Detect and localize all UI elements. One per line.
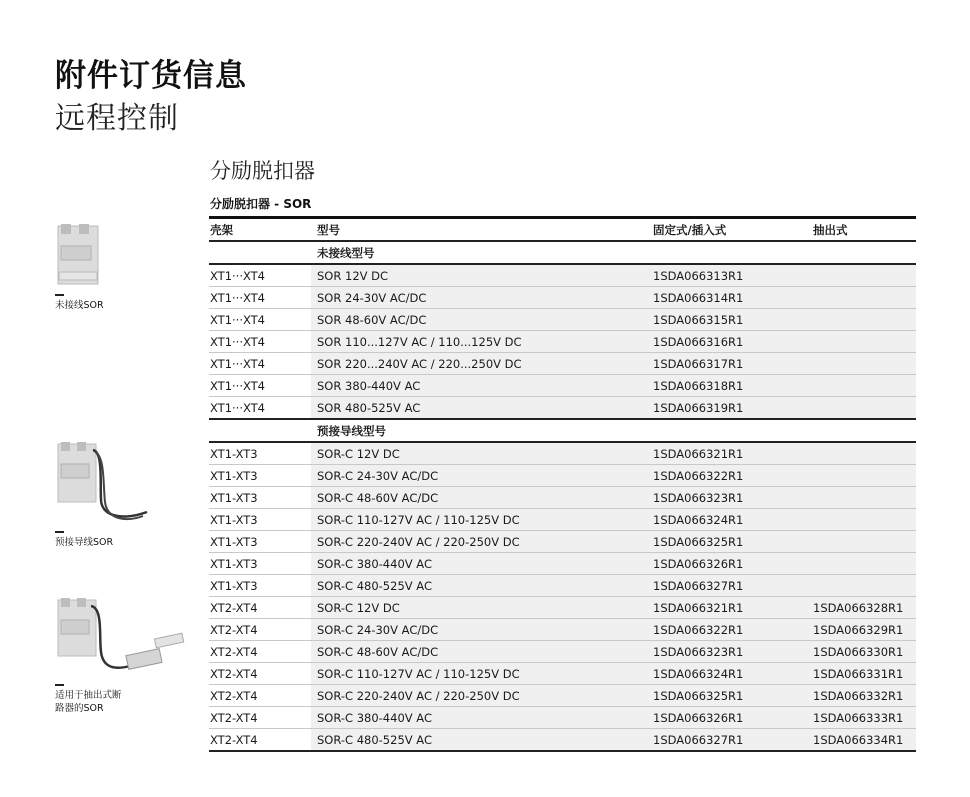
sor-ordering-table: [209, 216, 916, 752]
group-prewired-rows: [209, 442, 916, 751]
cell-model: SOR-C 480-525V AC: [311, 575, 647, 597]
cell-model: SOR 110...127V AC / 110...125V DC: [311, 331, 647, 353]
cell-fixed-plugin-code: 1SDA066325R1: [647, 685, 807, 707]
caption-dash: [55, 684, 64, 686]
table-row: [209, 331, 916, 353]
cell-model: SOR-C 12V DC: [311, 597, 647, 619]
cell-frame: XT1-XT3: [209, 465, 311, 487]
cell-fixed-plugin-code: 1SDA066321R1: [647, 442, 807, 465]
cell-model: SOR 480-525V AC: [311, 397, 647, 420]
cell-model: SOR-C 48-60V AC/DC: [311, 641, 647, 663]
cell-fixed-plugin-code: 1SDA066319R1: [647, 397, 807, 420]
page-subtitle: 远程控制: [55, 101, 179, 136]
cell-model: SOR 24-30V AC/DC: [311, 287, 647, 309]
figure-sor-unwired: [55, 222, 155, 312]
cell-frame: XT1···XT4: [209, 264, 311, 287]
cell-fixed-plugin-code: 1SDA066327R1: [647, 575, 807, 597]
cell-frame: XT1···XT4: [209, 287, 311, 309]
figure-caption: [55, 689, 155, 715]
cell-withdrawable-code: [807, 397, 916, 420]
cell-withdrawable-code: [807, 531, 916, 553]
cell-withdrawable-code: [807, 509, 916, 531]
cell-frame: XT1-XT3: [209, 442, 311, 465]
cell-fixed-plugin-code: 1SDA066326R1: [647, 553, 807, 575]
table-row: [209, 309, 916, 331]
cell-withdrawable-code: [807, 375, 916, 397]
cell-withdrawable-code: 1SDA066329R1: [807, 619, 916, 641]
cell-withdrawable-code: [807, 553, 916, 575]
cell-fixed-plugin-code: 1SDA066315R1: [647, 309, 807, 331]
cell-model: SOR 48-60V AC/DC: [311, 309, 647, 331]
cell-model: SOR-C 12V DC: [311, 442, 647, 465]
table-row: [209, 487, 916, 509]
cell-fixed-plugin-code: 1SDA066321R1: [647, 597, 807, 619]
sor-prewired-image: [55, 440, 155, 525]
cell-withdrawable-code: 1SDA066333R1: [807, 707, 916, 729]
cell-withdrawable-code: [807, 465, 916, 487]
cell-fixed-plugin-code: 1SDA066323R1: [647, 487, 807, 509]
table-row: [209, 575, 916, 597]
caption-dash: [55, 294, 64, 296]
cell-withdrawable-code: [807, 287, 916, 309]
cell-fixed-plugin-code: 1SDA066326R1: [647, 707, 807, 729]
table-row: [209, 597, 916, 619]
figure-caption: [55, 299, 155, 312]
cell-model: SOR-C 24-30V AC/DC: [311, 465, 647, 487]
group-row-prewired: [209, 419, 916, 442]
table-row: [209, 465, 916, 487]
table-row: [209, 663, 916, 685]
cell-fixed-plugin-code: 1SDA066322R1: [647, 619, 807, 641]
table-row: [209, 619, 916, 641]
cell-withdrawable-code: [807, 309, 916, 331]
cell-withdrawable-code: [807, 442, 916, 465]
cell-model: SOR-C 220-240V AC / 220-250V DC: [311, 685, 647, 707]
caption-line: 预接导线SOR: [55, 536, 114, 548]
cell-withdrawable-code: 1SDA066331R1: [807, 663, 916, 685]
cell-frame: XT2-XT4: [209, 641, 311, 663]
cell-model: SOR-C 220-240V AC / 220-250V DC: [311, 531, 647, 553]
table-row: [209, 375, 916, 397]
group-spacer: [209, 241, 311, 264]
table-caption: 分励脱扣器 - SOR: [210, 197, 312, 211]
cell-fixed-plugin-code: 1SDA066327R1: [647, 729, 807, 752]
table-row: [209, 553, 916, 575]
group-spacer: [209, 419, 311, 442]
cell-frame: XT2-XT4: [209, 685, 311, 707]
group-unwired-rows: [209, 264, 916, 419]
group-spacer: [807, 241, 916, 264]
cell-fixed-plugin-code: 1SDA066318R1: [647, 375, 807, 397]
cell-withdrawable-code: [807, 264, 916, 287]
group-spacer: [647, 241, 807, 264]
table-row: [209, 287, 916, 309]
cell-fixed-plugin-code: 1SDA066325R1: [647, 531, 807, 553]
cell-withdrawable-code: 1SDA066332R1: [807, 685, 916, 707]
group-spacer: [647, 419, 807, 442]
table-row: [209, 729, 916, 752]
table-row: [209, 707, 916, 729]
cell-withdrawable-code: [807, 575, 916, 597]
cell-fixed-plugin-code: 1SDA066323R1: [647, 641, 807, 663]
caption-line: 未接线SOR: [55, 299, 104, 311]
figure-sor-withdrawable: [55, 596, 155, 715]
cell-withdrawable-code: [807, 487, 916, 509]
cell-frame: XT1-XT3: [209, 531, 311, 553]
page-title: 附件订货信息: [55, 58, 247, 94]
cell-frame: XT1-XT3: [209, 575, 311, 597]
cell-model: SOR-C 480-525V AC: [311, 729, 647, 752]
cell-frame: XT1···XT4: [209, 397, 311, 420]
group-row-unwired: [209, 241, 916, 264]
table-row: [209, 531, 916, 553]
table-row: [209, 641, 916, 663]
cell-frame: XT1-XT3: [209, 553, 311, 575]
cell-fixed-plugin-code: 1SDA066313R1: [647, 264, 807, 287]
cell-model: SOR 12V DC: [311, 264, 647, 287]
group-label: 预接导线型号: [311, 419, 647, 442]
cell-fixed-plugin-code: 1SDA066316R1: [647, 331, 807, 353]
cell-frame: XT1···XT4: [209, 353, 311, 375]
header-withdrawable: 抽出式: [807, 218, 916, 242]
table-row: [209, 442, 916, 465]
section-title: 分励脱扣器: [210, 159, 315, 183]
table-row: [209, 264, 916, 287]
cell-fixed-plugin-code: 1SDA066317R1: [647, 353, 807, 375]
table-row: [209, 397, 916, 420]
sor-withdrawable-image: [55, 596, 155, 678]
table-row: [209, 509, 916, 531]
header-model: 型号: [311, 218, 647, 242]
header-fixed-plugin: 固定式/插入式: [647, 218, 807, 242]
table-row: [209, 353, 916, 375]
caption-line: 适用于抽出式断: [55, 689, 122, 701]
table-header-row: [209, 218, 916, 242]
cell-model: SOR 380-440V AC: [311, 375, 647, 397]
cell-withdrawable-code: [807, 331, 916, 353]
caption-dash: [55, 531, 64, 533]
figure-caption: [55, 536, 155, 549]
cell-frame: XT1-XT3: [209, 487, 311, 509]
cell-withdrawable-code: 1SDA066330R1: [807, 641, 916, 663]
cell-model: SOR-C 48-60V AC/DC: [311, 487, 647, 509]
figure-sor-prewired: [55, 440, 155, 549]
cell-model: SOR-C 24-30V AC/DC: [311, 619, 647, 641]
cell-model: SOR-C 380-440V AC: [311, 553, 647, 575]
cell-withdrawable-code: 1SDA066334R1: [807, 729, 916, 752]
cell-model: SOR-C 110-127V AC / 110-125V DC: [311, 663, 647, 685]
group-label: 未接线型号: [311, 241, 647, 264]
cell-fixed-plugin-code: 1SDA066314R1: [647, 287, 807, 309]
cell-model: SOR-C 380-440V AC: [311, 707, 647, 729]
cell-frame: XT2-XT4: [209, 729, 311, 752]
header-frame: 壳架: [209, 218, 311, 242]
cell-fixed-plugin-code: 1SDA066324R1: [647, 663, 807, 685]
cell-frame: XT2-XT4: [209, 597, 311, 619]
cell-frame: XT1···XT4: [209, 309, 311, 331]
table-row: [209, 685, 916, 707]
cell-model: SOR-C 110-127V AC / 110-125V DC: [311, 509, 647, 531]
group-spacer: [807, 419, 916, 442]
cell-withdrawable-code: 1SDA066328R1: [807, 597, 916, 619]
cell-fixed-plugin-code: 1SDA066322R1: [647, 465, 807, 487]
cell-model: SOR 220...240V AC / 220...250V DC: [311, 353, 647, 375]
cell-frame: XT1···XT4: [209, 331, 311, 353]
cell-frame: XT1-XT3: [209, 509, 311, 531]
cell-fixed-plugin-code: 1SDA066324R1: [647, 509, 807, 531]
cell-withdrawable-code: [807, 353, 916, 375]
cell-frame: XT2-XT4: [209, 663, 311, 685]
caption-line: 路器的SOR: [55, 702, 104, 714]
cell-frame: XT1···XT4: [209, 375, 311, 397]
cell-frame: XT2-XT4: [209, 619, 311, 641]
sor-unwired-image: [55, 222, 155, 288]
cell-frame: XT2-XT4: [209, 707, 311, 729]
